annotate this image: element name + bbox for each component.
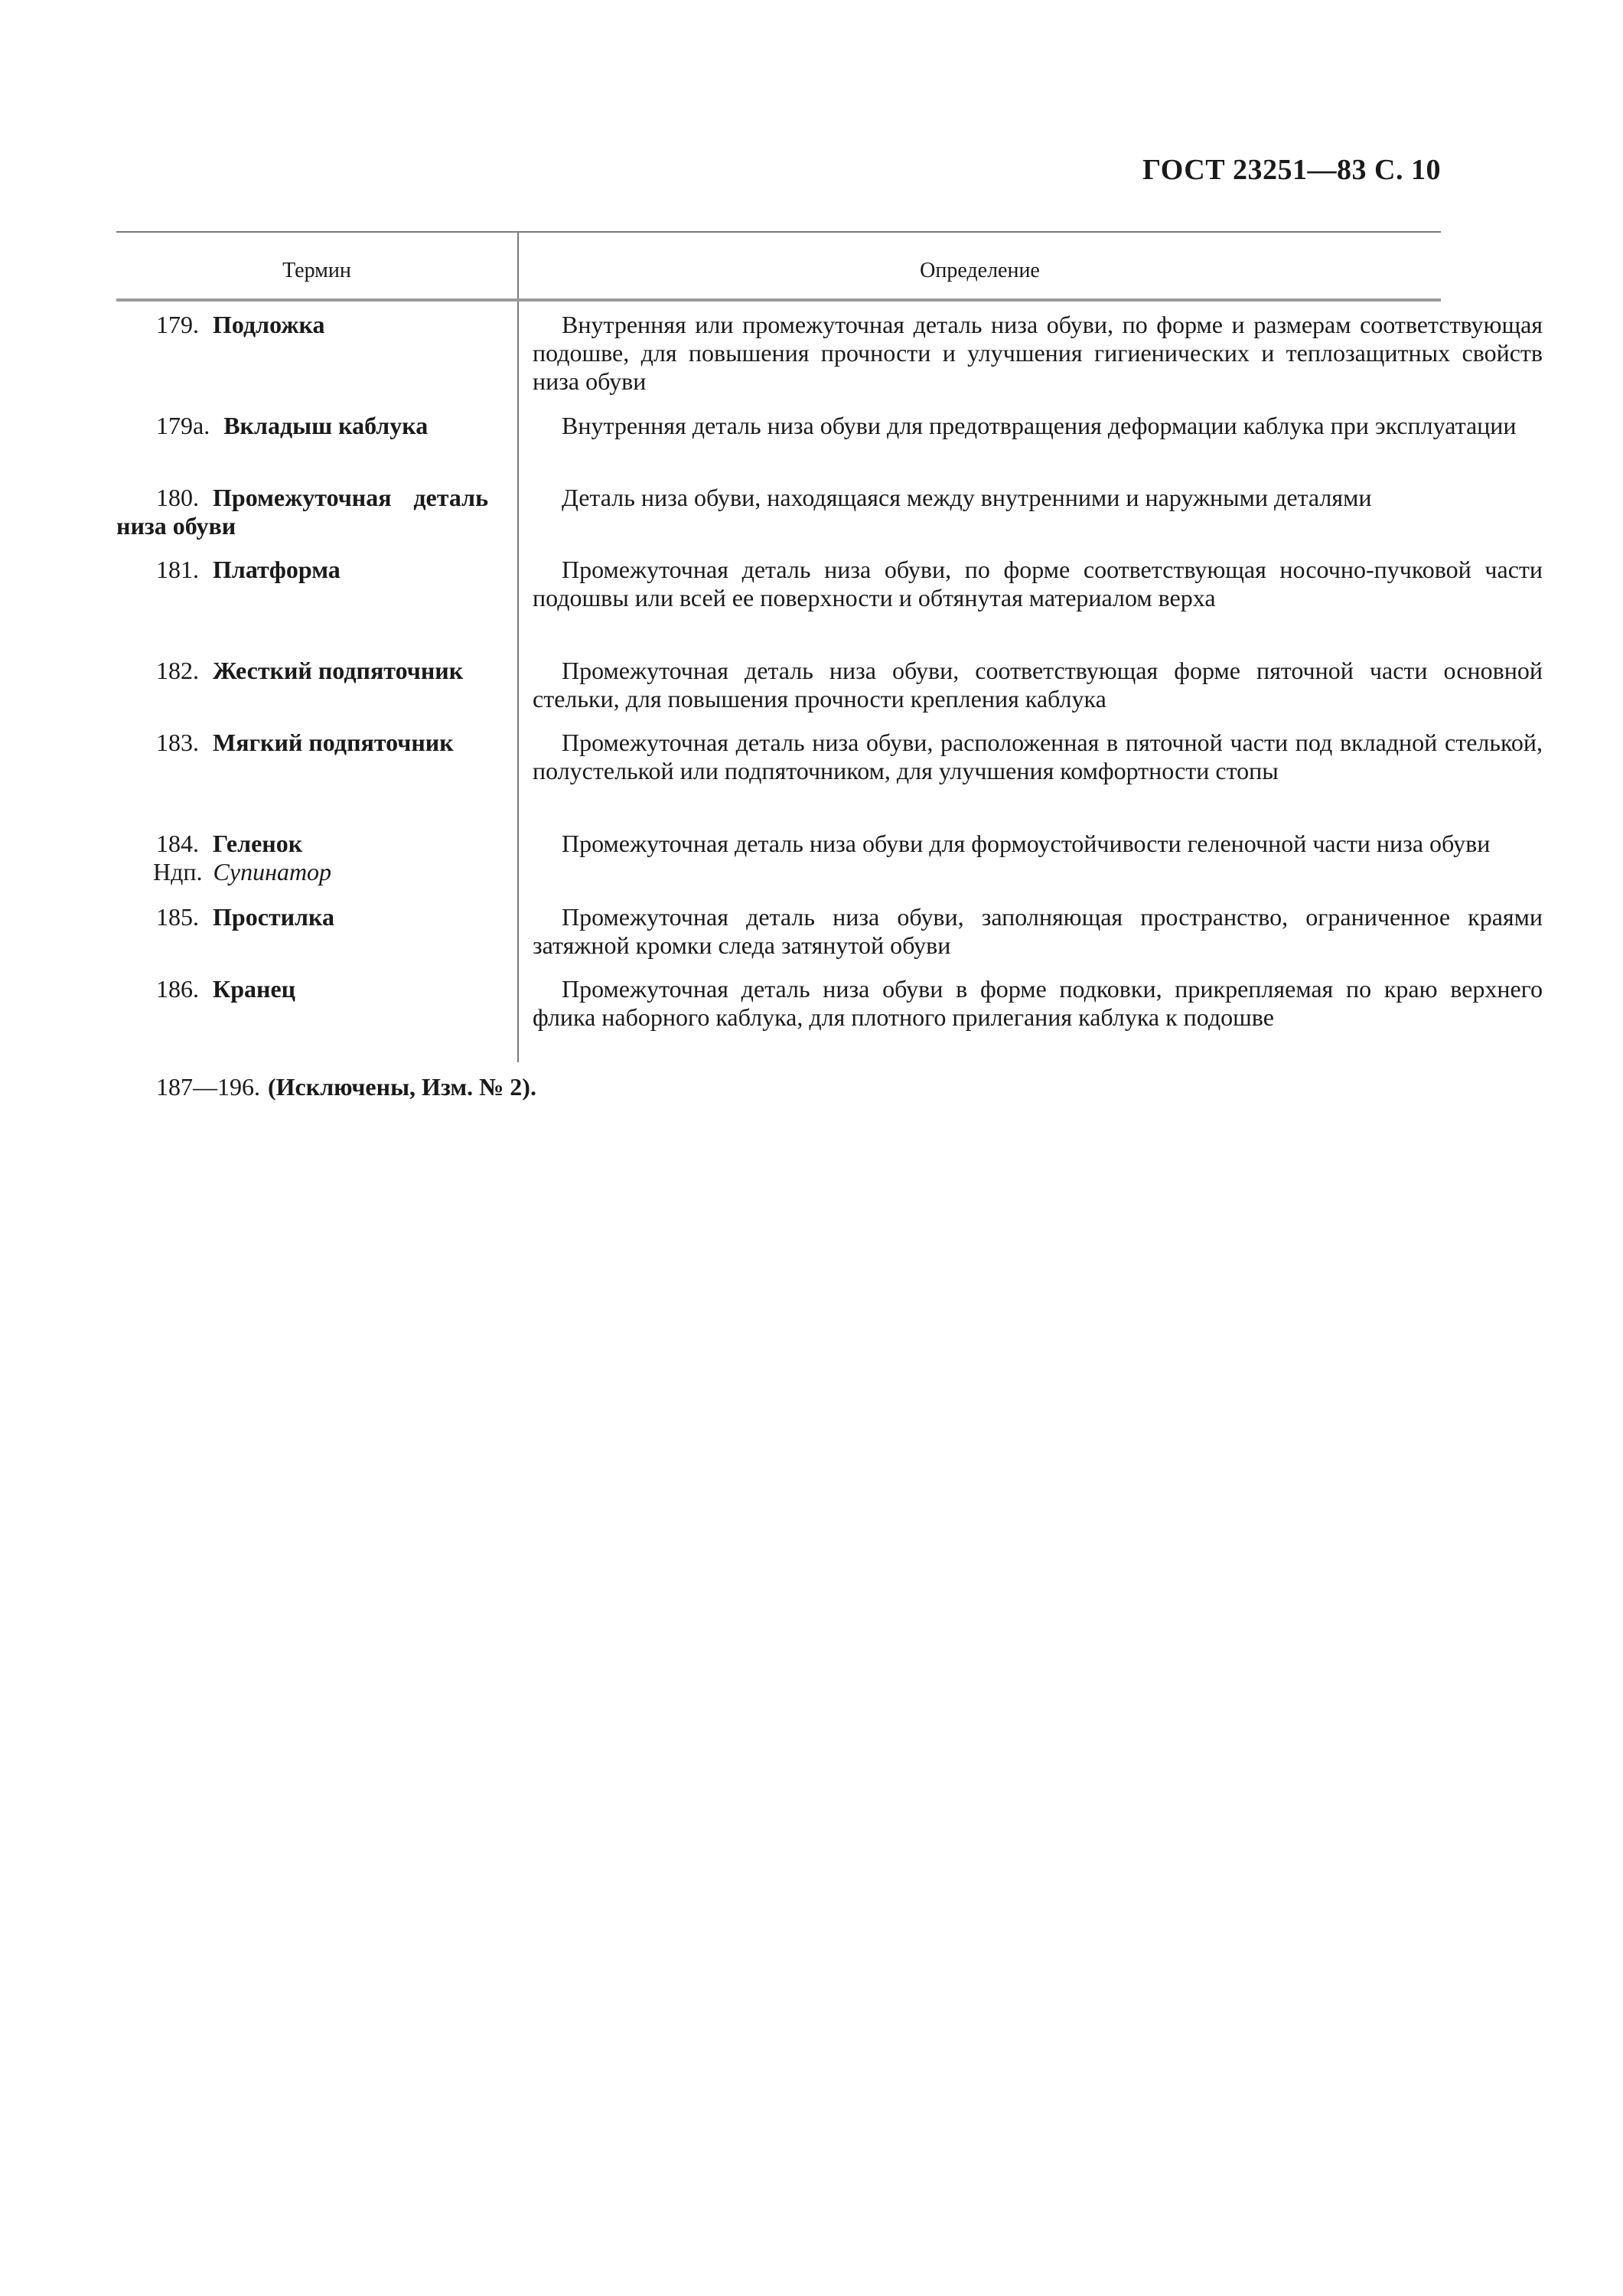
term-number: 183. <box>156 729 199 756</box>
term-cell <box>116 830 507 886</box>
term-cell <box>116 975 507 1003</box>
term-cell <box>116 903 507 931</box>
term-name: Кранец <box>213 975 296 1003</box>
term-name: Вкладыш каблука <box>223 412 429 439</box>
page-header: ГОСТ 23251—83 С. 10 <box>1142 154 1441 186</box>
column-divider <box>517 231 519 1062</box>
excluded-range: 187—196. <box>156 1073 260 1101</box>
term-name: Подложка <box>213 311 325 338</box>
definition-cell: Внутренняя деталь низа обуви для предотвращения деформации каблука при эксплуатации <box>562 412 1517 439</box>
term-number: 179а. <box>156 412 210 439</box>
excluded-text: (Исключены, Изм. № 2). <box>268 1073 536 1101</box>
term-name: Геленок <box>213 830 303 857</box>
term-number: 180. <box>156 484 199 511</box>
definition-cell: Промежуточная деталь низа обуви, по форме соответствующая носочно-пучковой части подошвы или всей ее поверхности и обтянутая материалом верха <box>533 556 1543 612</box>
deprecated-label: Ндп. <box>153 858 203 885</box>
term-cell <box>116 412 507 440</box>
deprecated-term <box>153 858 507 886</box>
definition-cell: Промежуточная деталь низа обуви в форме подковки, прикрепляемая по краю верхнего флика наборного каблука, для плотного прилегания каблука к подошве <box>533 975 1543 1031</box>
definition-cell: Промежуточная деталь низа обуви, заполняющая пространство, ограниченное краями затяжной кромки следа затянутой обуви <box>533 903 1543 959</box>
term-number: 185. <box>156 903 199 931</box>
definition-cell: Внутренняя или промежуточная деталь низа обуви, по форме и размерам соответствующая подошве, для повышения прочности и улучшения гигиенических и теплозащитных свойств низа обуви <box>533 311 1543 395</box>
column-header-term: Термин <box>282 259 351 282</box>
excluded-note <box>156 1073 536 1101</box>
deprecated-term-name: Супинатор <box>213 858 332 885</box>
definition-cell: Деталь низа обуви, находящаяся между внутренними и наружными деталями <box>562 484 1372 511</box>
term-number: 186. <box>156 975 199 1003</box>
term-name: Жесткий подпяточник <box>213 657 464 684</box>
term-cell <box>116 556 507 584</box>
term-name: Платформа <box>213 556 341 583</box>
definition-cell: Промежуточная деталь низа обуви, соответствующая форме пяточной части основной стельки, для повышения прочности крепления каблука <box>533 657 1543 713</box>
term-cell <box>116 657 507 685</box>
definition-cell: Промежуточная деталь низа обуви, расположенная в пяточной части под вкладной стелькой, полустелькой или подпяточником, для улучшения комфортности стопы <box>533 729 1543 784</box>
term-cell <box>116 311 507 339</box>
term-cell <box>116 484 507 540</box>
definition-cell: Промежуточная деталь низа обуви для формоустойчивости геленочной части низа обуви <box>562 830 1491 857</box>
column-header-definition: Определение <box>920 259 1040 282</box>
term-name: Промежуточная деталь <box>213 484 488 511</box>
term-number: 184. <box>156 830 199 857</box>
term-number: 182. <box>156 657 199 684</box>
term-number: 181. <box>156 556 199 583</box>
term-cell <box>116 729 507 757</box>
term-name: Мягкий подпяточник <box>213 729 454 756</box>
term-name: Простилка <box>213 903 334 931</box>
term-number: 179. <box>156 311 199 338</box>
term-name-continued: низа обуви <box>116 512 236 540</box>
table-header <box>116 231 1441 300</box>
header-rule <box>116 298 1441 302</box>
